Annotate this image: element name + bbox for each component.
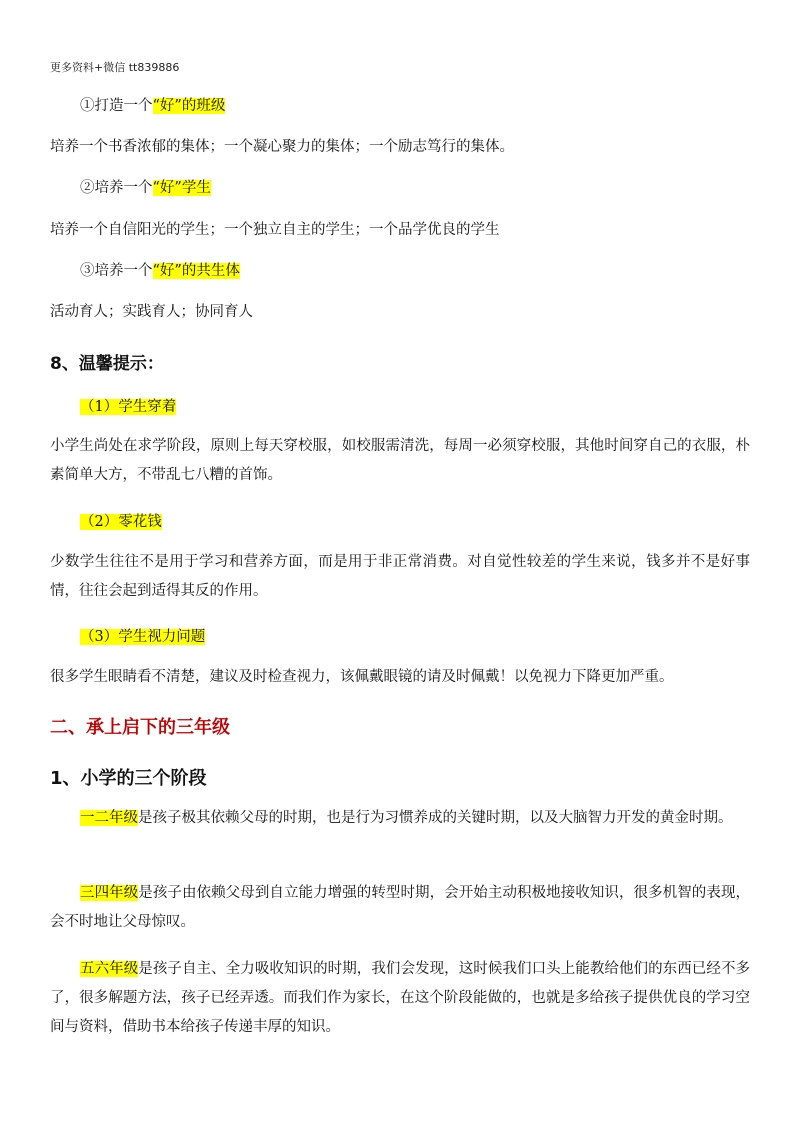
stage-grade34-paragraph <box>50 879 750 937</box>
section2-heading: 二、承上启下的三年级 <box>50 717 230 738</box>
item-class-title <box>80 96 225 116</box>
item-community-prefix: ③培养一个 <box>80 263 153 279</box>
section2-subheading: 1、小学的三个阶段 <box>50 768 207 789</box>
tip-pocket-money-text: 少数学生往往不是用于学习和营养方面，而是用于非正常消费。对自觉性较差的学生来说，钱多并不是好事情，往往会起到适得其反的作用。 <box>50 554 750 599</box>
stage-grade34-highlight: 三四年级 <box>80 885 139 901</box>
item-student-highlight: “好”学生 <box>152 180 211 196</box>
stage-grade12-highlight: 一二年级 <box>80 810 138 826</box>
tip-pocket-money-title <box>80 512 162 532</box>
item-student-prefix: ②培养一个 <box>80 180 153 196</box>
stage-grade56-highlight: 五六年级 <box>80 961 139 977</box>
tip-eyesight-text: 很多学生眼睛看不清楚，建议及时检查视力，该佩戴眼镜的请及时佩戴！以免视力下降更加严重。 <box>50 669 674 685</box>
item-class-prefix: ①打造一个 <box>80 98 153 114</box>
item-community-highlight: “好”的共生体 <box>152 263 240 279</box>
tips-heading: 8、温馨提示： <box>50 354 164 374</box>
page-header: 更多资料+微信 tt839886 <box>50 61 180 74</box>
tip-eyesight-highlight: （3）学生视力问题 <box>80 629 206 645</box>
tip-pocket-money-highlight: （2）零花钱 <box>80 514 162 530</box>
item-community-title <box>80 261 240 281</box>
stage-grade56-text: 是孩子自主、全力吸收知识的时期，我们会发现，这时候我们口头上能教给他们的东西已经不多了，很多解题方法，孩子已经弄透。而我们作为家长，在这个阶段能做的，也就是多给孩子提供优良的学习空间与资料，借助书本给孩子传递丰厚的知识。 <box>50 961 751 1035</box>
stage-grade12-text: 是孩子极其依赖父母的时期，也是行为习惯养成的关键时期，以及大脑智力开发的黄金时期。 <box>138 810 733 826</box>
item-class-highlight: “好”的班级 <box>152 98 226 114</box>
item-student-desc: 培养一个自信阳光的学生；一个独立自主的学生；一个品学优良的学生 <box>50 222 500 238</box>
tip-clothing-title <box>80 397 176 417</box>
item-community-desc: 活动育人；实践育人；协同育人 <box>50 304 253 320</box>
item-class-desc: 培养一个书香浓郁的集体；一个凝心聚力的集体；一个励志笃行的集体。 <box>50 139 514 155</box>
stage-grade12-paragraph <box>50 804 750 833</box>
item-student-title <box>80 178 211 198</box>
stage-grade34-text: 是孩子由依赖父母到自立能力增强的转型时期，会开始主动积极地接收知识，很多机智的表现，会不时地让父母惊叹。 <box>50 885 751 930</box>
tip-clothing-text: 小学生尚处在求学阶段，原则上每天穿校服，如校服需清洗，每周一必须穿校服，其他时间穿自己的衣服，朴素简单大方，不带乱七八糟的首饰。 <box>50 438 750 483</box>
tip-clothing-highlight: （1）学生穿着 <box>80 399 177 415</box>
tip-eyesight-title <box>80 627 205 647</box>
stage-grade56-paragraph <box>50 955 750 1042</box>
